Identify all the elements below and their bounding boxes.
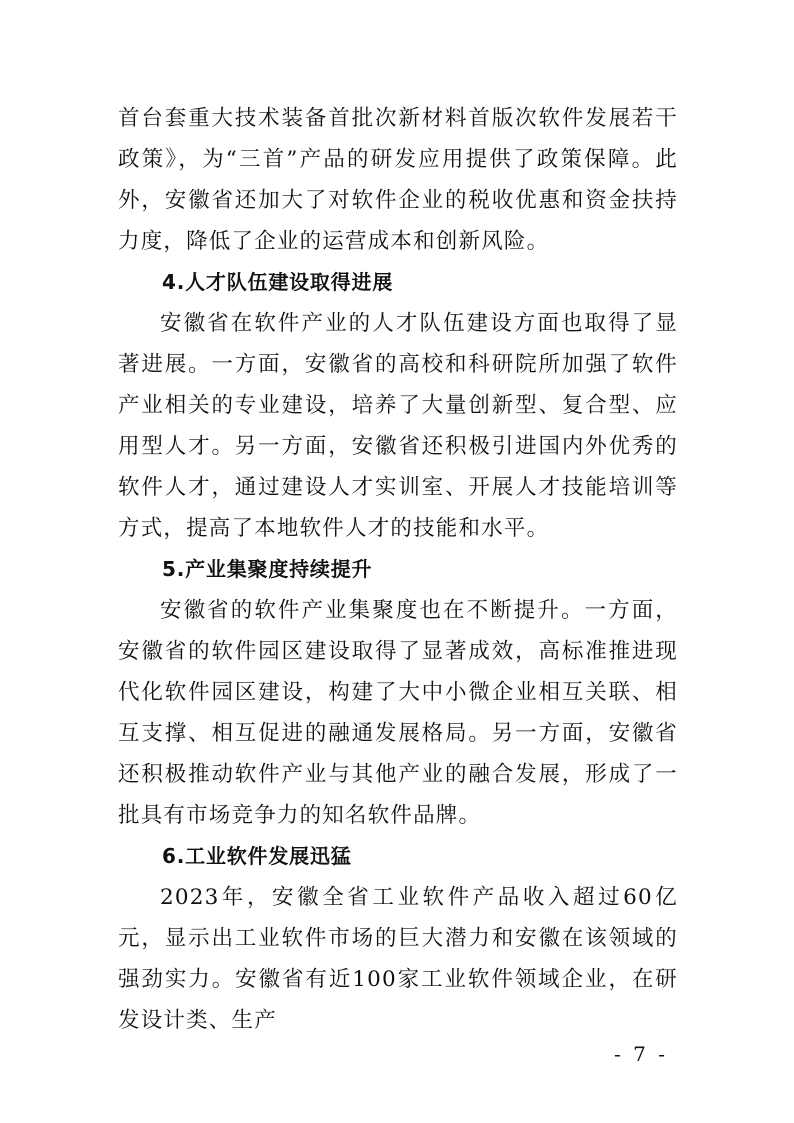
intro-paragraph: 首台套重大技术装备首批次新材料首版次软件发展若干政策》，为“三首”产品的研发应用提供了政策保障。此外，安徽省还加大了对软件企业的税收优惠和资金扶持力度，降低了企业的运营成本和创新风险。: [118, 106, 678, 254]
section-paragraph-talent: 安徽省在软件产业的人才队伍建设方面也取得了显著进展。一方面，安徽省的高校和科研院所加强了软件产业相关的专业建设，培养了大量创新型、复合型、应用型人才。另一方面，安徽省还积极引进国内外优秀的软件人才，通过建设人才实训室、开展人才技能培训等方式，提高了本地软件人才的技能和水平。: [118, 311, 678, 541]
section-heading-industrial-software: 6.工业软件发展迅猛: [162, 844, 352, 868]
section-paragraph-industrial-software: 2023年，安徽全省工业软件产品收入超过60亿元，显示出工业软件市场的巨大潜力和安徽在该领域的强劲实力。安徽省有近100家工业软件领域企业，在研发设计类、生产: [118, 885, 678, 1033]
section-heading-talent: 4.人才队伍建设取得进展: [162, 270, 394, 294]
document-body: [118, 98, 678, 1041]
section-paragraph-cluster: 安徽省的软件产业集聚度也在不断提升。一方面，安徽省的软件园区建设取得了显著成效，高标准推进现代化软件园区建设，构建了大中小微企业相互关联、相互支撑、相互促进的融通发展格局。另一方面，安徽省还积极推动软件产业与其他产业的融合发展，形成了一批具有市场竞争力的知名软件品牌。: [118, 598, 678, 828]
page-number: - 7 -: [614, 1042, 668, 1066]
section-heading-cluster: 5.产业集聚度持续提升: [162, 557, 373, 581]
